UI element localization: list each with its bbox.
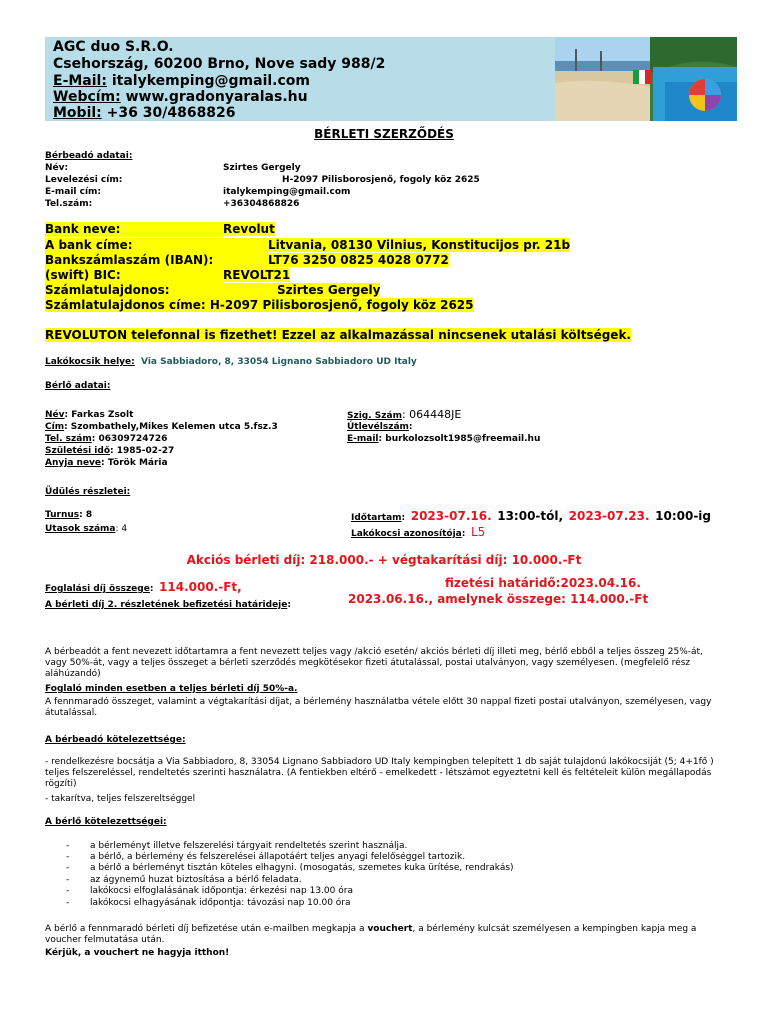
lessor-duties-cleaning: - takarítva, teljes felszereltséggel xyxy=(45,794,196,804)
location-row xyxy=(45,357,417,368)
tenant-passport: : xyxy=(408,422,413,432)
holiday-heading: Üdülés részletei: xyxy=(45,487,131,497)
voucher-reminder: Kérjük, a vouchert ne hagyja itthon! xyxy=(45,948,230,958)
tenant-mother-row xyxy=(45,458,168,469)
holiday-caravan-row xyxy=(351,521,485,540)
tenant-duties-heading: A bérlő kötelezettségei: xyxy=(45,817,167,827)
deposit-colon: : xyxy=(149,584,154,594)
payment-paragraph: A bérbeadót a fent nevezett időtartamra a fent nevezett teljes vagy /akció esetén/ akciós bérleti díj illeti meg, bérlő ebből a teljes összeg 25%-át, vagy 50%-át, vagy a teljes összeget a bérleti szerződés megkötésekor fizeti átutalással, postai utalványon, vagy személyesen. (megfelelő rész aláhúzandó) xyxy=(45,647,703,679)
mobile-label: Mobil: xyxy=(53,105,102,121)
lessor-email: italykemping@gmail.com xyxy=(223,187,351,197)
tenant-birth-row xyxy=(45,446,174,457)
holiday-turn-label: Turnus xyxy=(45,510,80,520)
beach-photo-icon xyxy=(555,37,737,121)
tenant-name: : Farkas Zsolt xyxy=(64,410,134,420)
holiday-end-time: 10:00-ig xyxy=(655,509,712,523)
bank-holder-row xyxy=(45,283,380,298)
location-value: Via Sabbiadoro, 8, 33054 Lignano Sabbiadoro UD Italy xyxy=(141,357,417,367)
holiday-turn: : 8 xyxy=(79,510,93,520)
bank-name-row xyxy=(45,222,275,237)
voucher-text-post: , a bérlemény kulcsát személyesen a kempingben kapja meg a voucher felmutatása után. xyxy=(45,924,697,945)
beach-photo xyxy=(555,37,737,121)
second-installment-colon: : xyxy=(287,600,291,610)
holiday-pax-row xyxy=(45,524,127,535)
list-bullet: - xyxy=(66,875,70,885)
tenant-phone-row xyxy=(45,434,167,445)
tenant-passport-label: Útlevélszám xyxy=(347,422,409,432)
list-item: a bérlő, a bérlemény és felszerelései állapotáért teljes anyagi felelőséggel tartozik. xyxy=(90,852,466,862)
holiday-caravan-id: L5 xyxy=(470,525,486,539)
location-label: Lakókocsik helye: xyxy=(45,357,135,367)
tenant-address: : Szombathely,Mikes Kelemen utca 5.fsz.3 xyxy=(64,422,278,432)
revolut-note-row xyxy=(45,328,631,343)
holiday-caravan-label: Lakókocsi azonosítója xyxy=(351,529,462,539)
lessor-phone-label: Tel.szám: xyxy=(45,199,93,209)
tenant-name-row xyxy=(45,410,133,421)
document-title: BÉRLETI SZERZŐDÉS xyxy=(314,127,454,141)
tenant-id-row xyxy=(347,409,461,422)
company-header xyxy=(45,37,737,121)
tenant-heading: Bérlő adatai: xyxy=(45,381,111,391)
lessor-email-label: E-mail cím: xyxy=(45,187,102,197)
voucher-paragraph xyxy=(45,924,735,946)
bank-holder-address-row xyxy=(45,298,474,313)
holiday-start-date: 2023-07.16. xyxy=(410,509,492,523)
tenant-email: : burkolozsolt1985@freemail.hu xyxy=(378,434,541,444)
lessor-phone: +36304868826 xyxy=(223,199,300,209)
bank-holder-address-label: Számlatulajdonos címe: xyxy=(45,298,206,312)
tenant-address-label: Cím xyxy=(45,422,65,432)
holiday-caravan-colon: : xyxy=(461,529,466,539)
tenant-birth-label: Születési idő xyxy=(45,446,111,456)
tenant-id-label: Szig. Szám xyxy=(347,411,402,421)
voucher-text-pre: A bérlő a fennmaradó bérleti díj befizetése után e-mailben megkapja a xyxy=(45,924,368,934)
bank-iban-row xyxy=(45,253,449,268)
tenant-name-label: Név xyxy=(45,410,65,420)
list-bullet: - xyxy=(66,886,70,896)
tenant-address-row xyxy=(45,422,278,433)
second-installment-label: A bérleti díj 2. részletének befizetési határideje xyxy=(45,600,288,610)
tenant-phone-label: Tel. szám xyxy=(45,434,92,444)
lessor-name-label: Név: xyxy=(45,163,69,173)
company-name: AGC duo S.R.O. xyxy=(53,39,174,55)
tenant-mother-label: Anyja neve xyxy=(45,458,102,468)
tenant-email-row xyxy=(347,434,540,445)
list-bullet: - xyxy=(66,841,70,851)
holiday-start-time: 13:00-tól, xyxy=(497,509,564,523)
email-label: E-Mail: xyxy=(53,73,107,89)
company-email[interactable]: italykemping@gmail.com xyxy=(111,73,310,89)
bank-holder: Szirtes Gergely xyxy=(277,283,381,297)
list-bullet: - xyxy=(66,898,70,908)
bank-holder-address: H-2097 Pilisborosjenő, fogoly köz 2625 xyxy=(209,298,474,312)
deposit-label: Foglalási díj összege xyxy=(45,584,150,594)
tenant-phone: : 06309724726 xyxy=(91,434,168,444)
deposit-amount: 114.000.-Ft, xyxy=(159,580,242,594)
list-item: a bérlő a bérleményt tisztán köteles elhagyni. (mosogatás, szemetes kuka ürítése, rendrakás) xyxy=(90,863,514,873)
bank-address-label: A bank címe: xyxy=(45,238,268,253)
tenant-mother: : Török Mária xyxy=(101,458,168,468)
web-label: Webcím: xyxy=(53,89,121,105)
tenant-birth: : 1985-02-27 xyxy=(110,446,175,456)
remaining-payment-paragraph: A fennmaradó összeget, valamint a végtakarítási díjat, a bérlemény használatba vétele előtt 30 nappal fizeti postai utalványon, személyesen, vagy átutalással. xyxy=(45,697,712,718)
list-item: az ágynemű huzat biztosítása a bérlő feladata. xyxy=(90,875,302,885)
holiday-period-colon: : xyxy=(401,513,406,523)
revolut-note: REVOLUTON telefonnal is fizethet! Ezzel az alkalmazással nincsenek utalási költségek. xyxy=(45,328,631,342)
holiday-pax-label: Utasok száma xyxy=(45,524,116,534)
list-bullet: - xyxy=(66,852,70,862)
bank-bic: REVOLT21 xyxy=(223,268,291,282)
company-web[interactable]: www.gradonyaralas.hu xyxy=(125,89,308,105)
second-installment-row xyxy=(45,592,291,611)
bank-holder-label: Számlatulajdonos: xyxy=(45,283,277,298)
lessor-duties-heading: A bérbeadó kötelezettsége: xyxy=(45,735,186,745)
holiday-period-label: Időtartam xyxy=(351,513,402,523)
voucher-word: vouchert xyxy=(367,924,413,934)
bank-bic-label: (swift) BIC: xyxy=(45,268,223,283)
bank-bic-row xyxy=(45,268,290,283)
lessor-duties-text: - rendelkezésre bocsátja a Via Sabbiadoro, 8, 33054 Lignano Sabbiadoro UD Italy kempingben telepített 1 db saját tulajdonú lakókocsiját (5; 4+1fő ) teljes felszereléssel, rendeltetés szerinti használatra. (A fentiekben eltérő - emelkedett - létszámot egyeztetni kell és feltételeit külön megállapodás rögzíti) xyxy=(45,757,714,789)
bank-address-row xyxy=(45,238,570,253)
lessor-address-label: Levelezési cím: xyxy=(45,175,123,185)
bank-name-label: Bank neve: xyxy=(45,222,223,237)
second-installment-value: 2023.06.16., amelynek összege: 114.000.-Ft xyxy=(348,592,649,606)
deposit-rule: Foglaló minden esetben a teljes bérleti díj 50%-a. xyxy=(45,684,298,694)
lessor-address: H-2097 Pilisborosjenő, fogoly köz 2625 xyxy=(282,175,480,185)
lessor-name: Szirtes Gergely xyxy=(223,163,301,173)
lessor-heading: Bérbeadó adatai: xyxy=(45,151,133,161)
list-item: lakókocsi elfoglalásának időpontja: érkezési nap 13.00 óra xyxy=(90,886,353,896)
bank-iban-label: Bankszámlaszám (IBAN): xyxy=(45,253,268,268)
holiday-end-date: 2023-07.23. xyxy=(568,509,650,523)
company-address: Csehország, 60200 Brno, Nove sady 988/2 xyxy=(53,56,386,72)
tenant-id: : 064448JE xyxy=(401,408,462,421)
tenant-email-label: E-mail xyxy=(347,434,379,444)
list-item: lakókocsi elhagyásának időpontja: távozási nap 10.00 óra xyxy=(90,898,351,908)
price-line: Akciós bérleti díj: 218.000.- + végtakarítási díj: 10.000.-Ft xyxy=(186,553,582,567)
bank-iban: LT76 3250 0825 4028 0772 xyxy=(268,253,449,267)
deposit-deadline: fizetési határidő:2023.04.16. xyxy=(445,576,641,590)
tenant-passport-row xyxy=(347,422,413,433)
company-mobile-line xyxy=(53,104,236,122)
list-bullet: - xyxy=(66,863,70,873)
holiday-pax: : 4 xyxy=(115,524,128,534)
holiday-turn-row xyxy=(45,510,92,521)
company-mobile: +36 30/4868826 xyxy=(106,105,236,121)
bank-address: Litvania, 08130 Vilnius, Konstitucijos pr. 21b xyxy=(268,238,571,252)
bank-name: Revolut xyxy=(223,222,275,236)
list-item: a bérleményt illetve felszerelési tárgyait rendeltetés szerint használja. xyxy=(90,841,408,851)
